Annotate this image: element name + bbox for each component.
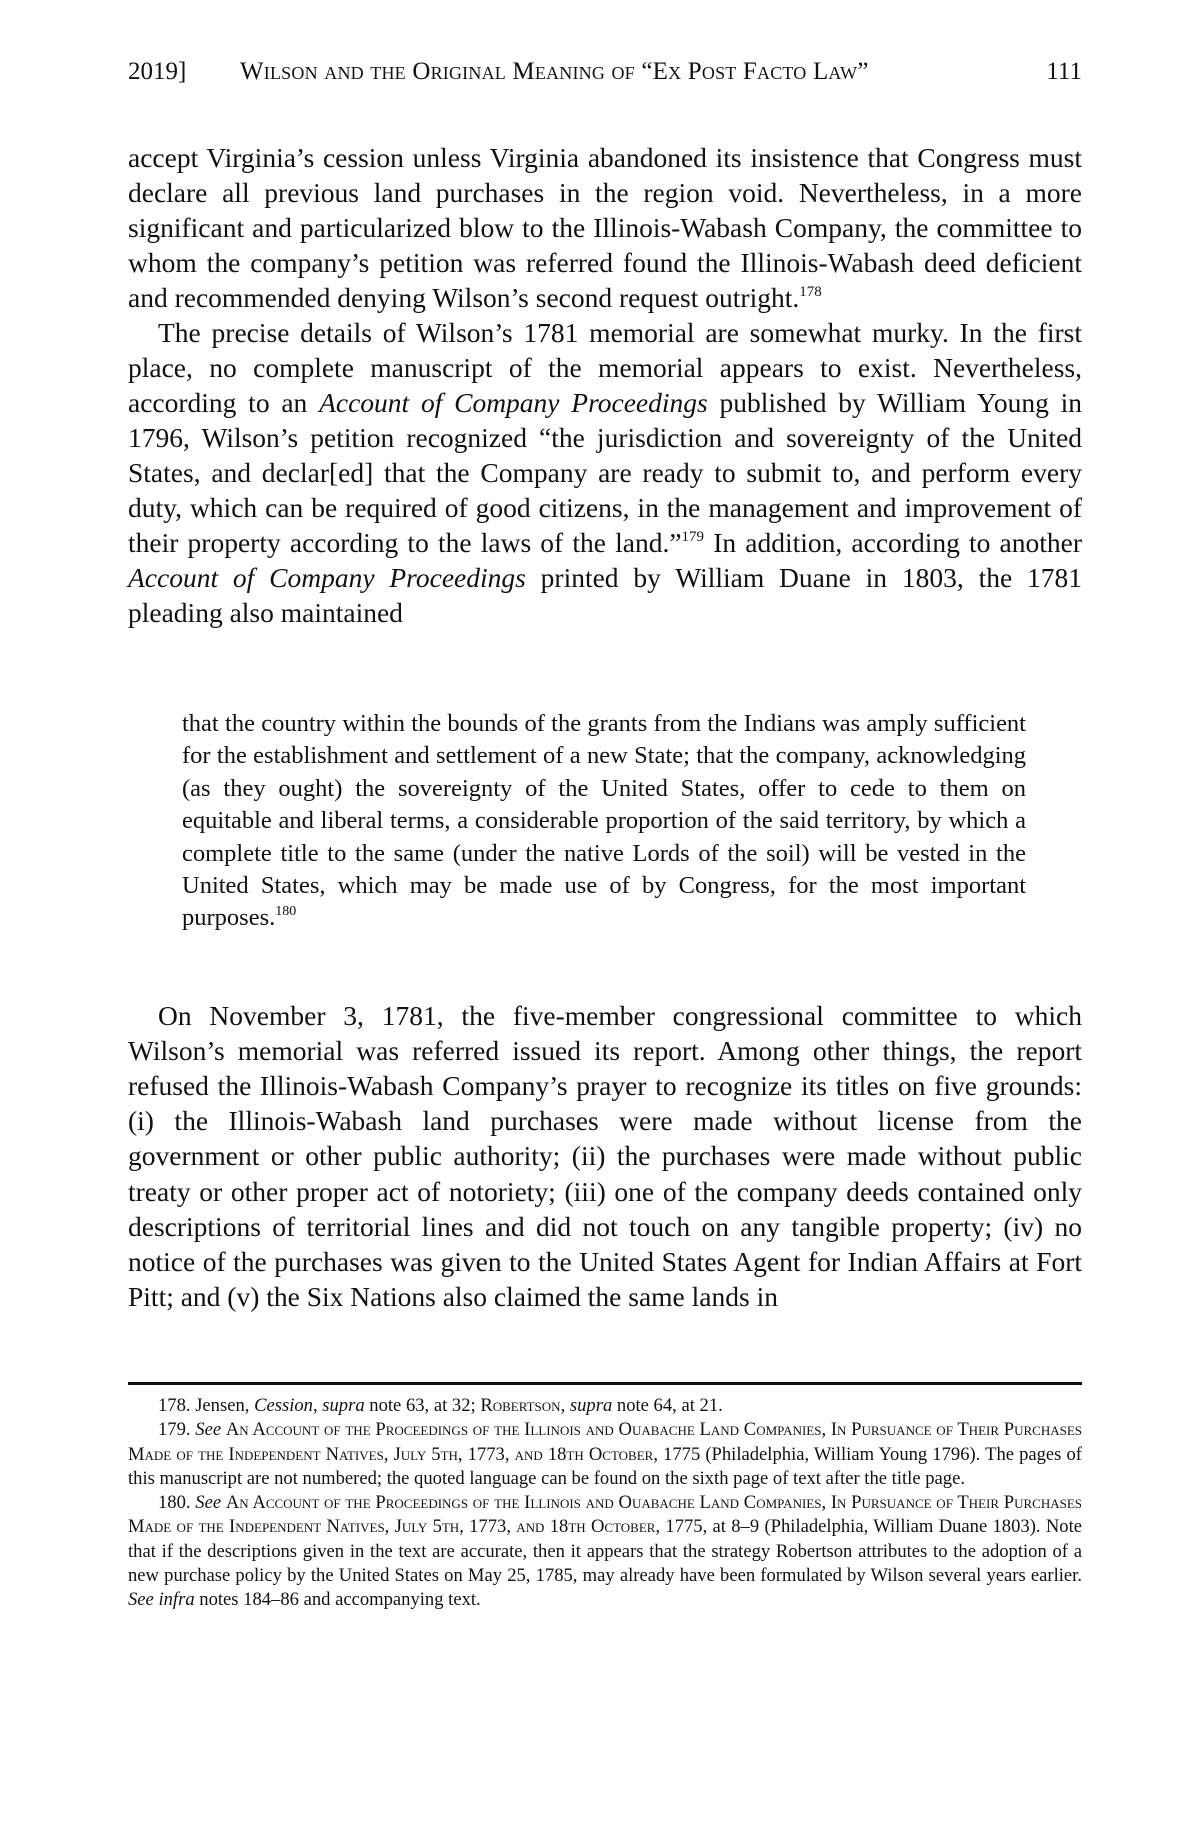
fn-smallcaps: An Account of the Proceedings of the Illinois and Ouabache Land Companies, In Pursuance of Their Purchases Made of the Independent Natives, July 5th, 1773, and 18th October — [128, 1419, 1082, 1465]
fn-text: Jensen, — [190, 1395, 255, 1416]
fn-italic: See infra — [128, 1589, 195, 1611]
paragraph-1-text: accept Virginia’s cession unless Virginia abandoned its insistence that Congress must declare all previous land purchases in the region void. Nevertheless, in a more significant and particularized blow to the Illinois-Wabash Company, the committee to whom the company’s petition was referred found the Illinois-Wabash deed deficient and recommended denying Wilson’s second request outright. — [128, 142, 1082, 313]
footnote-178 — [128, 1394, 1082, 1418]
fn-italic: supra — [569, 1395, 613, 1416]
page — [128, 0, 1082, 1824]
running-header — [128, 52, 1082, 92]
paragraph-1 — [128, 140, 1082, 315]
fn-text: notes 184–86 and accompanying text. — [194, 1589, 481, 1611]
footnote-number: 180. — [158, 1492, 191, 1514]
paragraph-2 — [128, 315, 1082, 630]
fn-italic: supra — [322, 1395, 365, 1416]
paragraph-3: On November 3, 1781, the five-member congressional committee to which Wilson’s memorial was referred issued its report. Among other things, the report refused the Illinois-Wabash Company’s prayer to recognize its titles on five grounds: (i) the Illinois-Wabash land purchases were made without license from the government or other public authority; (ii) the purchases were made without public treaty or other proper act of notoriety; (iii) one of the company deeds contained only descriptions of territorial lines and did not touch on any tangible property; (iv) no notice of the purchases was given to the United States Agent for Indian Affairs at Fort Pitt; and (v) the Six Nations also claimed the same lands in — [128, 999, 1082, 1313]
fn-italic: Cession — [254, 1395, 313, 1416]
block-quote — [182, 708, 1026, 935]
fn-italic: See — [195, 1419, 222, 1441]
fn-text: , — [560, 1395, 570, 1416]
fn-text: note 64, at 21. — [612, 1395, 723, 1416]
footnotes — [128, 1394, 1082, 1613]
body-text-top — [128, 140, 1082, 630]
paragraph-2-text-c: In addition, according to another — [704, 527, 1082, 558]
fn-text: note 63, at 32; — [364, 1395, 481, 1416]
italic-title-2: Account of Company Proceedings — [128, 562, 526, 593]
footnote-ref-180[interactable]: 180 — [275, 904, 297, 920]
header-title: Wilson and the Original Meaning of “Ex Post Facto Law” — [240, 58, 869, 85]
fn-smallcaps: An Account of the Proceedings of the Illinois and Ouabache Land Companies, In Pursuance of Their Purchases Made of the Independent Natives, July 5th, 1773, and 18th October — [128, 1492, 1082, 1538]
footnote-number: 178. — [158, 1395, 191, 1416]
body-text-bottom — [128, 970, 1082, 1342]
fn-smallcaps: Robertson — [480, 1395, 561, 1416]
fn-italic: See — [195, 1492, 222, 1514]
header-year: 2019] — [128, 58, 187, 85]
fn-text: , 1775 (Philadelphia, William Young 1796). The pages of this manuscript are not numbered; the quoted language can be found on the sixth page of text after the title page. — [128, 1443, 1082, 1489]
footnote-180 — [128, 1491, 1082, 1612]
footnote-number: 179. — [158, 1419, 191, 1441]
italic-title-1: Account of Company Proceedings — [319, 387, 708, 418]
footnote-ref-178[interactable]: 178 — [799, 284, 822, 300]
page-number: 111 — [1046, 58, 1082, 85]
fn-text: , 1775, at 8–9 (Philadelphia, William Duane 1803). Note that if the descriptions given in the text are accurate, then it appears that the strategy Robertson attributes to the adoption of a new purchase policy by the United States on May 25, 1785, may already have been formulated by Wilson several years earlier. — [128, 1516, 1082, 1587]
footnote-ref-179[interactable]: 179 — [681, 529, 705, 545]
fn-text: , — [312, 1395, 323, 1416]
paragraph-2-text-d: printed by William Duane in 1803, the 1781 pleading also maintained — [128, 562, 1082, 628]
paragraph-2-text-a: The precise details of Wilson’s 1781 memorial are somewhat murky. In the first place, no complete manuscript of the memorial appears to exist. Nevertheless, according to an — [128, 317, 1082, 418]
block-quote-text: that the country within the bounds of the grants from the Indians was amply sufficient for the establishment and settlement of a new State; that the company, acknowledging (as they ought) the sovereignty of the United States, offer to cede to them on equitable and liberal terms, a considerable proportion of the said territory, by which a complete title to the same (under the native Lords of the soil) will be vested in the United States, which may be made use of by Congress, for the most important purposes. — [182, 710, 1026, 932]
footnote-179 — [128, 1418, 1082, 1491]
paragraph-2-text-b: published by William Young in 1796, Wilson’s petition recognized “the jurisdiction and sovereignty of the United States, and declar[ed] that the Company are ready to submit to, and perform every duty, which can be required of good citizens, in the management and improvement of their property according to the laws of the land.” — [128, 387, 1083, 558]
footnote-divider — [128, 1382, 1082, 1385]
